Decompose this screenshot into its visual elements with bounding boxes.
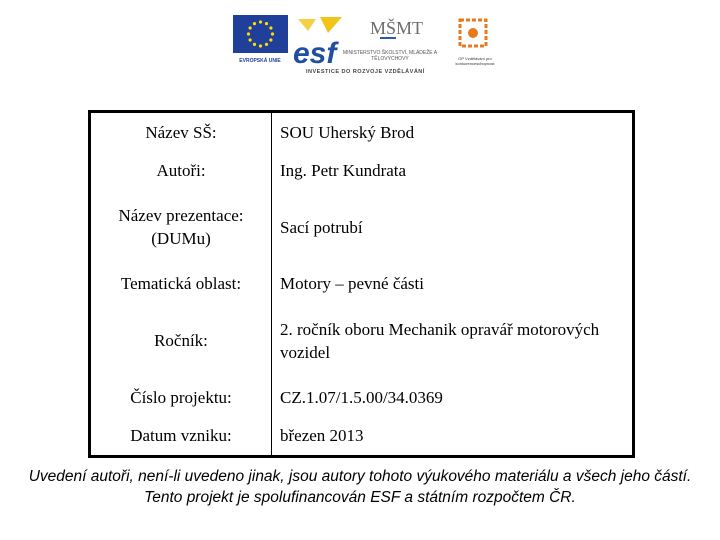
row-label: Název SŠ: (145, 122, 217, 142)
row-value: Ing. Petr Kundrata (272, 152, 634, 190)
row-value: Motory – pevné části (272, 265, 634, 303)
table-row (90, 112, 634, 152)
row-label: Ročník: (154, 331, 208, 351)
row-label: Název prezentace: (DUMu) (118, 206, 244, 249)
eu-flag-icon (233, 15, 288, 53)
msmt-label: MINISTERSTVO ŠKOLSTVÍ, MLÁDEŽE A TĚLOVÝCHOVY (342, 50, 438, 62)
row-label: Autoři: (156, 161, 206, 181)
logo-bar (230, 12, 510, 82)
table-row (90, 265, 634, 303)
table-row (90, 303, 634, 379)
msmt-text: MŠMT (370, 18, 424, 38)
table-row (90, 152, 634, 190)
row-label: Číslo projektu: (130, 387, 232, 407)
project-info-table (88, 110, 635, 458)
row-value: CZ.1.07/1.5.00/34.0369 (272, 378, 634, 416)
table-row (90, 378, 634, 416)
row-value: Sací potrubí (272, 190, 634, 266)
row-label: Tematická oblast: (120, 274, 242, 294)
op-label: OP Vzdělávání pro konkurenceschopnost (455, 56, 495, 66)
table-body (90, 112, 634, 457)
row-label: Datum vzniku: (130, 426, 232, 446)
row-value: březen 2013 (272, 416, 634, 456)
esf-text: esf (293, 37, 337, 70)
table-row (90, 416, 634, 456)
eu-label: EVROPSKÁ UNIE (239, 58, 281, 64)
row-value: 2. ročník oboru Mechanik opravář motorových vozidel (272, 303, 634, 379)
footer-note: Uvedení autoři, není-li uvedeno jinak, jsou autory tohoto výukového materiálu a všech jeho částí. Tento projekt je spolufinancován ESF a státním rozpočtem ČR. (28, 468, 692, 506)
table-row (90, 190, 634, 266)
invest-tagline: INVESTICE DO ROZVOJE VZDĚLÁVÁNÍ (306, 69, 425, 75)
row-value: SOU Uherský Brod (272, 112, 634, 152)
